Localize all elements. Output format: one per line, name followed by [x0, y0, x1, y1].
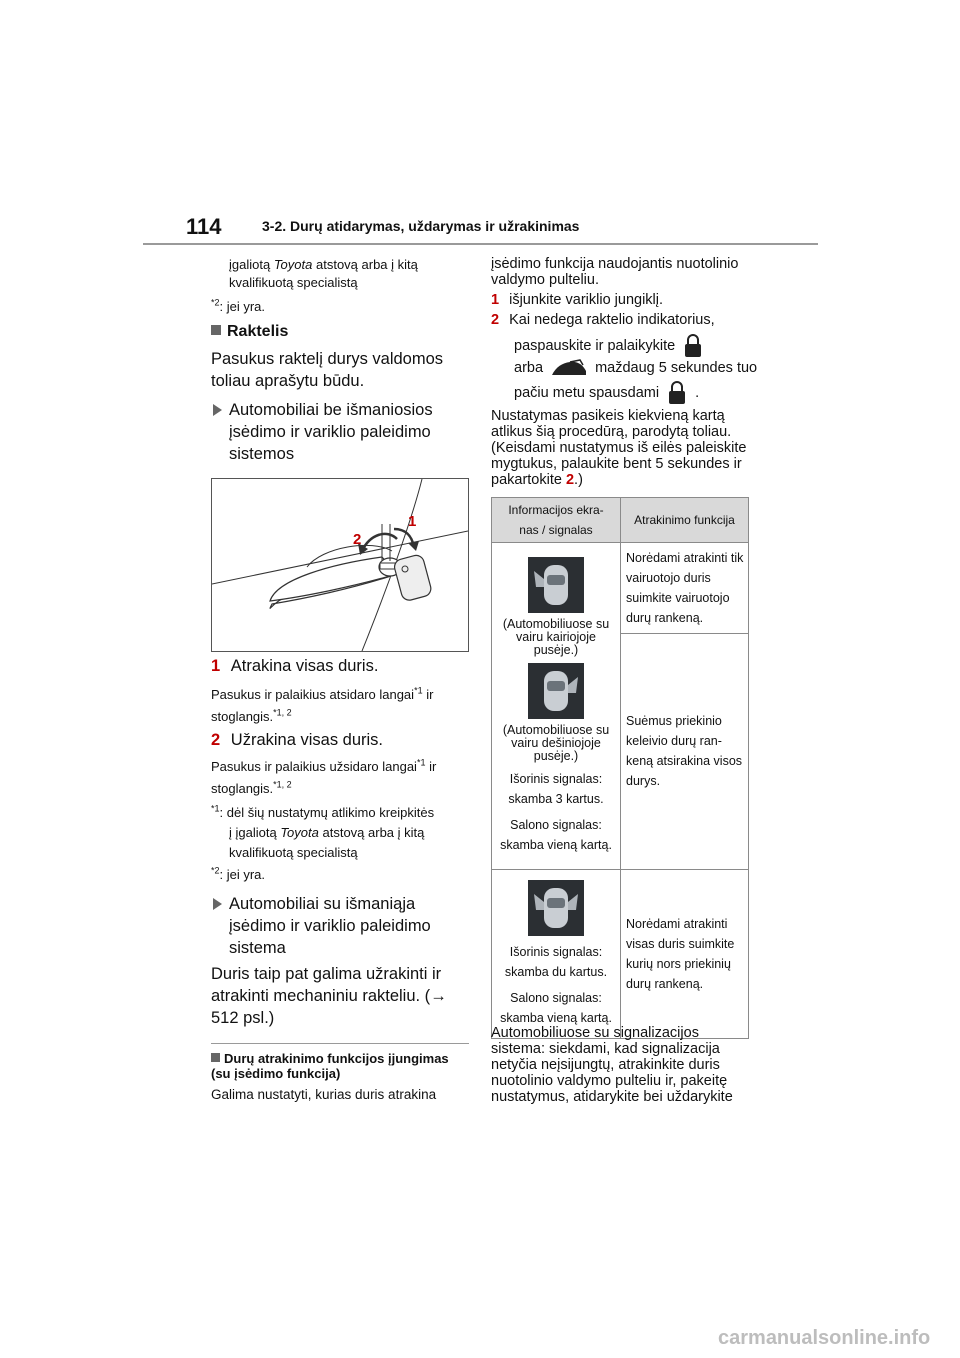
footnote-mark: *1, 2 — [273, 707, 292, 718]
note-text: Pasukus ir palaikius užsidaro langai — [211, 759, 417, 774]
raktelis-text: Pasukus raktelį durys valdomos toliau aprašytu būdu. — [211, 350, 444, 390]
body-text: 512 psl.) — [211, 1009, 275, 1027]
item-2 — [211, 729, 383, 751]
header-rule — [143, 243, 818, 245]
triangle-bullet-icon — [213, 898, 222, 910]
cell-caption: Salono signalas: skamba vieną kartą. — [500, 818, 612, 852]
right-intro: įsėdimo funkcija naudojantis nuotolinio valdymo pulteliu. — [491, 256, 739, 288]
brand-name: Toyota — [280, 825, 319, 840]
heading-text: Durų atrakinimo funkcijos įjungimas (su įsėdimo funkcija) — [211, 1051, 449, 1081]
table-row — [492, 543, 749, 634]
step-text: maždaug 5 sekundes tuo — [595, 360, 758, 376]
footnote-1 — [211, 803, 469, 863]
table-cell-function: Norėdami atrakinti visas duris suimkite kurių nors priekinių durų rankeną. — [621, 870, 749, 1039]
step-text: . — [695, 385, 700, 401]
footnote-mark: *2 — [211, 865, 220, 876]
top-footnote-2 — [211, 298, 265, 316]
car-trunk-icon — [550, 359, 588, 377]
footnote-mark: *1 — [414, 685, 423, 696]
cell-caption: Salono signalas: skamba vieną kartą. — [500, 991, 612, 1025]
mechanical-key-text — [211, 963, 456, 1029]
note-text: Pasukus ir palaikius atsidaro langai — [211, 687, 415, 702]
car-topview-icon — [528, 663, 584, 719]
footnote-text: : jei yra. — [219, 299, 266, 314]
diagram-label-2: 2 — [353, 531, 362, 548]
table-header-function: Atrakinimo funkcija — [621, 498, 749, 543]
triangle-bullet-icon — [213, 404, 222, 416]
table-header-display — [492, 498, 621, 543]
function-heading — [211, 1051, 469, 1081]
step-text: išjunkite variklio jungiklį. — [509, 292, 664, 308]
table-cell-display — [492, 870, 621, 1039]
section-title: 3-2. Durų atidarymas, uždarymas ir užrakinimas — [262, 218, 580, 234]
body-text: .) — [574, 472, 583, 488]
table-cell-function: Norėdami atrakinti tik vairuotojo duris suimkite vairuotojo durų rankeną. — [621, 543, 749, 634]
brand-name: Toyota — [273, 257, 313, 272]
item-number: 1 — [211, 657, 221, 675]
lock-icon — [667, 380, 687, 406]
footnote-text: : jei yra. — [219, 867, 266, 882]
item-text: Užrakina visas duris. — [230, 731, 383, 749]
lock-icon — [683, 333, 703, 359]
step-2-line3 — [514, 357, 757, 379]
step-2-line2 — [514, 333, 703, 359]
subsection-smart — [211, 893, 461, 959]
heading-text: Raktelis — [227, 323, 289, 340]
unlock-settings-table — [491, 497, 749, 1039]
raktelis-heading — [211, 323, 288, 341]
top-note-text: įgaliotą — [229, 257, 274, 272]
door-handle-illustration — [212, 479, 468, 651]
footnote-mark: *1, 2 — [273, 779, 292, 790]
cell-caption: Išorinis signalas: skamba du kartus. — [504, 945, 608, 979]
header-text: Informacijos ekra-nas / signalas — [508, 503, 604, 537]
step-text: pačiu metu spausdami — [514, 385, 660, 401]
footnote-2 — [211, 866, 265, 884]
body-text: Duris taip pat galima užrakinti ir atrakinti mechaniniu rakteliu. ( — [211, 965, 442, 1005]
alarm-text: Automobiliuose su signalizacijos sistema: siekdami, kad signalizacija netyčia neįsijungtų, atrakinkite duris nuotolinio valdymo pulteliu ir, pakeitę nustatymus, atidarykite bei uždarykite — [491, 1025, 733, 1105]
table-header-row — [492, 498, 749, 543]
item-number: 2 — [211, 731, 221, 749]
step-text: paspauskite ir palaikykite — [514, 338, 676, 354]
step-text: Kai nedega raktelio indikatorius, — [509, 312, 715, 328]
subsection-no-smart — [211, 399, 461, 465]
step-number: 2 — [491, 312, 500, 328]
repeat-text — [491, 408, 753, 488]
arrow-icon: → — [430, 987, 447, 1005]
item-1 — [211, 655, 378, 677]
item-2-note — [211, 756, 469, 800]
step-2 — [491, 312, 753, 328]
top-note-text: kvalifikuotą specialistą — [229, 275, 358, 290]
footnote-text: : dėl šių nustatymų atlikimo kreipkitės — [219, 805, 435, 820]
page-number: 114 — [186, 214, 222, 239]
car-topview-icon — [528, 880, 584, 936]
step-2-line4 — [514, 380, 699, 406]
top-note — [229, 256, 469, 292]
footnote-mark: *1 — [211, 803, 220, 814]
cell-caption: Išorinis signalas: skamba 3 kartus. — [508, 772, 604, 806]
step-number: 1 — [491, 292, 500, 308]
footnote-text: kvalifikuotą specialistą — [229, 845, 358, 860]
table-cell-function: Suėmus priekinio keleivio durų ran-keną atsirakina visos durys. — [621, 633, 749, 869]
section-rule — [211, 1043, 469, 1044]
subsection-text: Automobiliai be išmaniosios įsėdimo ir variklio paleidimo sistemos — [229, 401, 433, 463]
item-1-note — [211, 684, 469, 728]
step-number: 2 — [565, 472, 575, 488]
diagram-label-1: 1 — [408, 513, 417, 530]
subsection-text: Automobiliai su išmaniąja įsėdimo ir variklio paleidimo sistema — [229, 895, 431, 957]
footnote-text: į įgaliotą — [229, 825, 281, 840]
footnote-mark: *1 — [416, 757, 426, 768]
car-topview-icon — [528, 557, 584, 613]
table-row — [492, 870, 749, 1039]
cell-caption: (Automobiliuose su vairu kairiojoje pusėje.) — [502, 617, 610, 657]
item-text: Atrakina visas duris. — [230, 657, 379, 675]
function-text: Galima nustatyti, kurias duris atrakina — [211, 1087, 437, 1102]
body-text: Nustatymas pasikeis kiekvieną kartą atlikus šią procedūrą, parodytą toliau. (Keisdami nustatymus iš eilės paleiskite mygtukus, palaukite bent 5 sekundes ir pakartokite — [491, 408, 747, 488]
note-text: ir stoglangis. — [211, 687, 434, 724]
watermark: carmanualsonline.info — [718, 1327, 931, 1349]
footnote-text: atstovą arba į kitą — [318, 825, 425, 840]
step-text: arba — [514, 360, 544, 376]
cell-caption: (Automobiliuose su vairu dešiniojoje pusėje.) — [502, 723, 610, 763]
square-bullet-icon — [211, 1053, 220, 1062]
footnote-mark: *2 — [211, 297, 220, 308]
note-text: ir stoglangis. — [211, 759, 437, 796]
top-note-text: atstovą arba į kitą — [312, 257, 418, 272]
table-cell-display — [492, 543, 621, 870]
step-1 — [491, 292, 663, 308]
key-door-diagram — [211, 478, 469, 652]
square-bullet-icon — [211, 325, 221, 335]
